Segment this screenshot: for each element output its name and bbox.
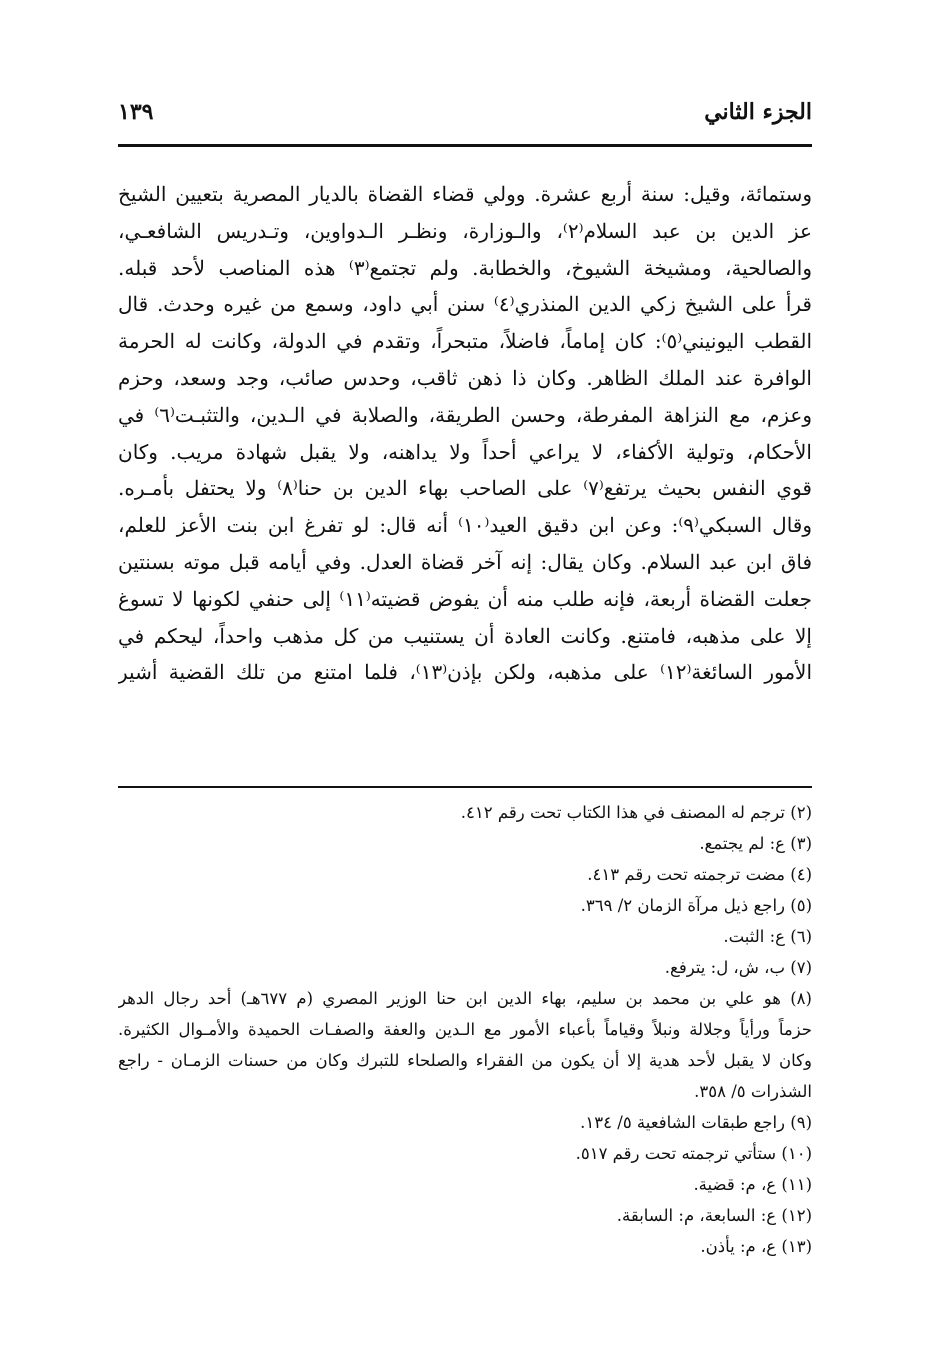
footnote: (٧) ب، ش، ل: يترفع.	[664, 958, 812, 977]
page-number: ١٣٩	[118, 99, 154, 125]
body-line: القطب اليونيني⁽٥⁾: كان إماماً، فاضلاً، متبحراً، وتقدم في الدولة، وكانت له الحرمة	[118, 329, 812, 354]
footnote: (١٣) ع، م: يأذن.	[700, 1237, 812, 1256]
body-line: فاق ابن عبد السلام. وكان يقال: إنه آخر قضاة العدل. وفي أيامه قبل موته بسنتين	[118, 549, 812, 574]
body-line: قوي النفس بحيث يرتفع⁽٧⁾ على الصاحب بهاء الدين بن حنا⁽٨⁾ ولا يحتفل بأمـره.	[118, 476, 812, 501]
body-line: عز الدين بن عبد السلام⁽٢⁾، والـوزارة، ونظـر الـدواوين، وتـدريس الشافعـي،	[118, 218, 812, 243]
footnote: (٥) راجع ذيل مرآة الزمان ٢/ ٣٦٩.	[580, 896, 812, 915]
body-line: وقال السبكي⁽٩⁾: وعن ابن دقيق العيد⁽١٠⁾ أنه قال: لو تفرغ ابن بنت الأعز للعلم،	[118, 513, 812, 538]
body-text	[118, 176, 812, 691]
running-head-title: الجزء الثاني	[704, 99, 812, 125]
running-head	[118, 92, 812, 132]
body-line: الوافرة عند الملك الظاهر. وكان ذا ذهن ثاقب، وحدس صائب، وجد وسعد، وحزم	[118, 365, 812, 390]
footnote: (٨) هو علي بن محمد بن سليم، بهاء الدين ابن حنا الوزير المصري (م ٦٧٧هـ) أحد رجال الدهر	[118, 989, 812, 1008]
footnote: (٣) ع: لم يجتمع.	[699, 834, 812, 853]
footnotes	[118, 797, 812, 1262]
footnote-continuation: حزماً ورأياً وجلالة ونبلاً وقياماً بأعباء الأمور مع الـدين والعفة والصفـات الحميدة والأمـوال الكثيرة.	[118, 1020, 812, 1039]
body-line: إلا على مذهبه، فامتنع. وكانت العادة أن يستنيب من كل مذهب واحداً، ليحكم في	[118, 623, 812, 648]
footnote: (١٠) ستأتي ترجمته تحت رقم ٥١٧.	[575, 1144, 812, 1163]
body-line: الأحكام، وتولية الأكفاء، لا يراعي أحداً ولا يداهنه، ولا يقبل شهادة مريب. وكان	[118, 439, 812, 464]
footnote: (٦) ع: الثبت.	[723, 927, 812, 946]
body-line: والصالحية، ومشيخة الشيوخ، والخطابة. ولم تجتمع⁽٣⁾ هذه المناصب لأحد قبله.	[118, 255, 812, 280]
footnote: (٩) راجع طبقات الشافعية ٥/ ١٣٤.	[580, 1113, 812, 1132]
header-rule	[118, 144, 812, 147]
body-line: وعزم، مع النزاهة المفرطة، وحسن الطريقة، والصلابة في الـدين، والتثبـت⁽٦⁾ في	[118, 402, 812, 427]
footnote-separator	[118, 786, 812, 788]
footnote-continuation: وكان لا يقبل لأحد هدية إلا أن يكون من الفقراء والصلحاء للتبرك وكان من حسنات الزمـان - راجع	[118, 1051, 812, 1070]
footnote: (١١) ع، م: قضية.	[693, 1175, 812, 1194]
body-line: قرأ على الشيخ زكي الدين المنذري⁽٤⁾ سنن أبي داود، وسمع من غيره وحدث. قال	[118, 292, 812, 317]
footnote: (٢) ترجم له المصنف في هذا الكتاب تحت رقم ٤١٢.	[460, 803, 812, 822]
body-line: وستمائة، وقيل: سنة أربع عشرة. وولي قضاء القضاة بالديار المصرية بتعيين الشيخ	[118, 182, 812, 206]
footnote: (٤) مضت ترجمته تحت رقم ٤١٣.	[587, 865, 812, 884]
footnote: (١٢) ع: السابعة، م: السابقة.	[616, 1206, 812, 1225]
body-line: الأمور السائغة⁽١٢⁾ على مذهبه، ولكن بإذن⁽١٣⁾، فلما امتنع من تلك القضية أشير	[118, 660, 812, 685]
body-line: جعلت القضاة أربعة، فإنه طلب منه أن يفوض قضيته⁽١١⁾ إلى حنفي لكونها لا تسوغ	[118, 586, 812, 611]
footnote-continuation: الشذرات ٥/ ٣٥٨.	[694, 1082, 812, 1101]
